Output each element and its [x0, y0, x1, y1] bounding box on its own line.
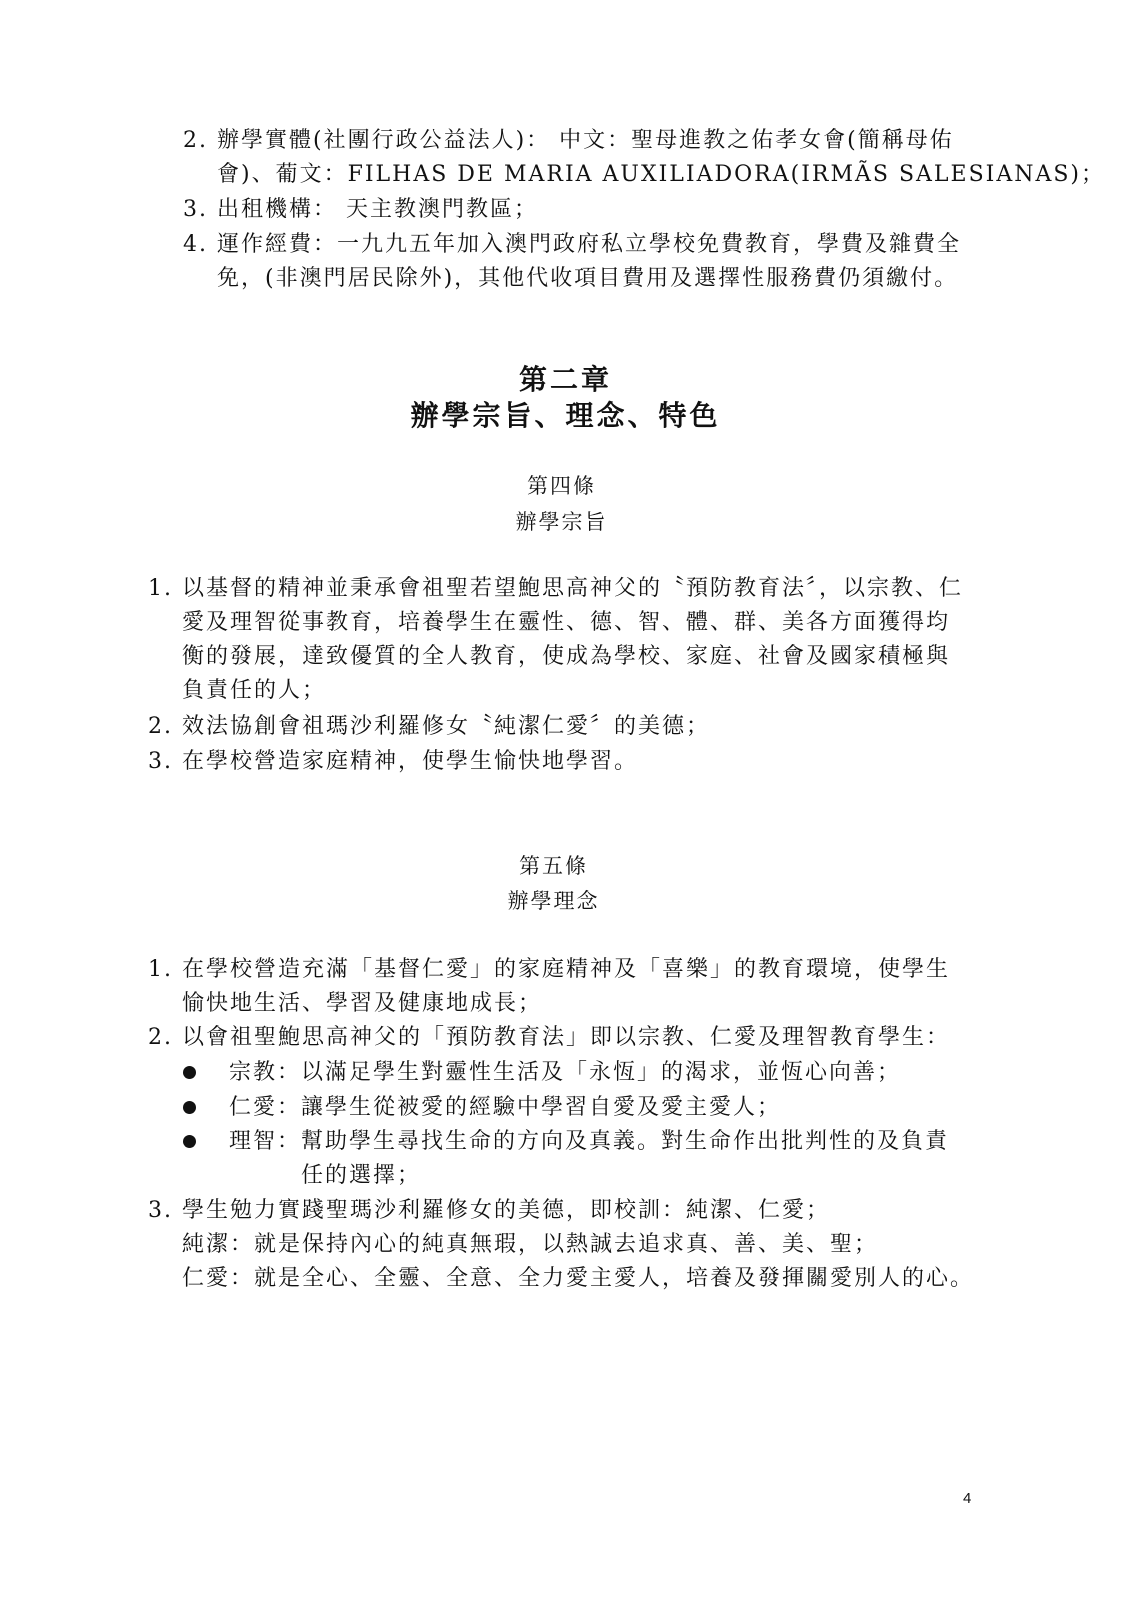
bullet-item: 理智：幫助學生尋找生命的方向及真義。對生命作出批判性的及負責 任的選擇； — [229, 1129, 950, 1188]
bullet-icon — [183, 1135, 196, 1148]
article-number: 第五條 — [519, 854, 588, 878]
page-number: 4 — [963, 1490, 972, 1507]
article-title: 辦學宗旨 — [515, 510, 608, 534]
article-number: 第四條 — [527, 474, 596, 498]
bullet-icon — [183, 1101, 196, 1114]
article-title: 辦學理念 — [507, 889, 600, 913]
bullet-icon — [183, 1066, 196, 1079]
bullet-item: 宗教：以滿足學生對靈性生活及「永恆」的渴求，並恆心向善； — [229, 1060, 902, 1085]
chapter-title: 辦學宗旨、理念、特色 — [410, 399, 721, 432]
chapter-number: 第二章 — [518, 363, 612, 396]
bullet-item: 仁愛：讓學生從被愛的經驗中學習自愛及愛主愛人； — [229, 1095, 782, 1120]
